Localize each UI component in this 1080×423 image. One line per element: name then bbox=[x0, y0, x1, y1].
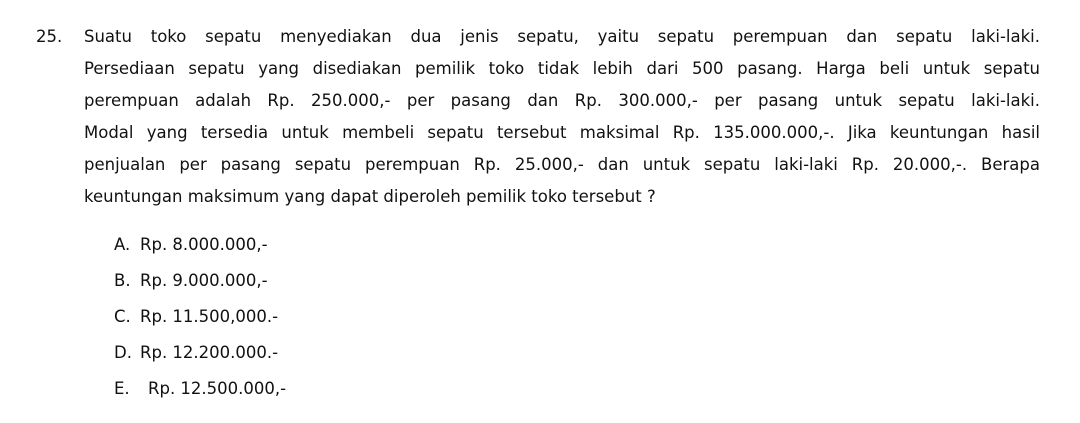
option-letter: A. bbox=[114, 235, 131, 254]
option-letter: B. bbox=[114, 271, 131, 290]
question-line: keuntungan maksimum yang dapat diperoleh pemilik toko tersebut ? bbox=[84, 187, 656, 206]
option-text: Rp. 9.000.000,- bbox=[140, 271, 268, 290]
option-d bbox=[114, 335, 614, 371]
option-letter: D. bbox=[114, 343, 132, 362]
option-c bbox=[114, 299, 614, 335]
option-e bbox=[114, 371, 614, 407]
option-text: Rp. 12.200.000.- bbox=[140, 343, 279, 362]
question-line: perempuan adalah Rp. 250.000,- per pasang dan Rp. 300.000,- per pasang untuk sepatu laki-laki. bbox=[84, 91, 1040, 110]
option-letter: C. bbox=[114, 307, 131, 326]
option-text: Rp. 11.500,000.- bbox=[140, 307, 279, 326]
option-a bbox=[114, 227, 614, 263]
answer-options bbox=[114, 227, 614, 407]
option-b bbox=[114, 263, 614, 299]
option-text: Rp. 8.000.000,- bbox=[140, 235, 268, 254]
question-line: Suatu toko sepatu menyediakan dua jenis sepatu, yaitu sepatu perempuan dan sepatu laki-laki. bbox=[84, 27, 1040, 46]
question-line: Modal yang tersedia untuk membeli sepatu tersebut maksimal Rp. 135.000.000,-. Jika keuntungan hasil bbox=[84, 123, 1040, 142]
question-number: 25. bbox=[36, 27, 63, 46]
question-line: Persediaan sepatu yang disediakan pemilik toko tidak lebih dari 500 pasang. Harga beli untuk sepatu bbox=[84, 59, 1040, 78]
question-text bbox=[84, 21, 1040, 213]
option-text: Rp. 12.500.000,- bbox=[148, 379, 287, 398]
question-line: penjualan per pasang sepatu perempuan Rp. 25.000,- dan untuk sepatu laki-laki Rp. 20.000,-. Berapa bbox=[84, 155, 1040, 174]
option-letter: E. bbox=[114, 379, 130, 398]
